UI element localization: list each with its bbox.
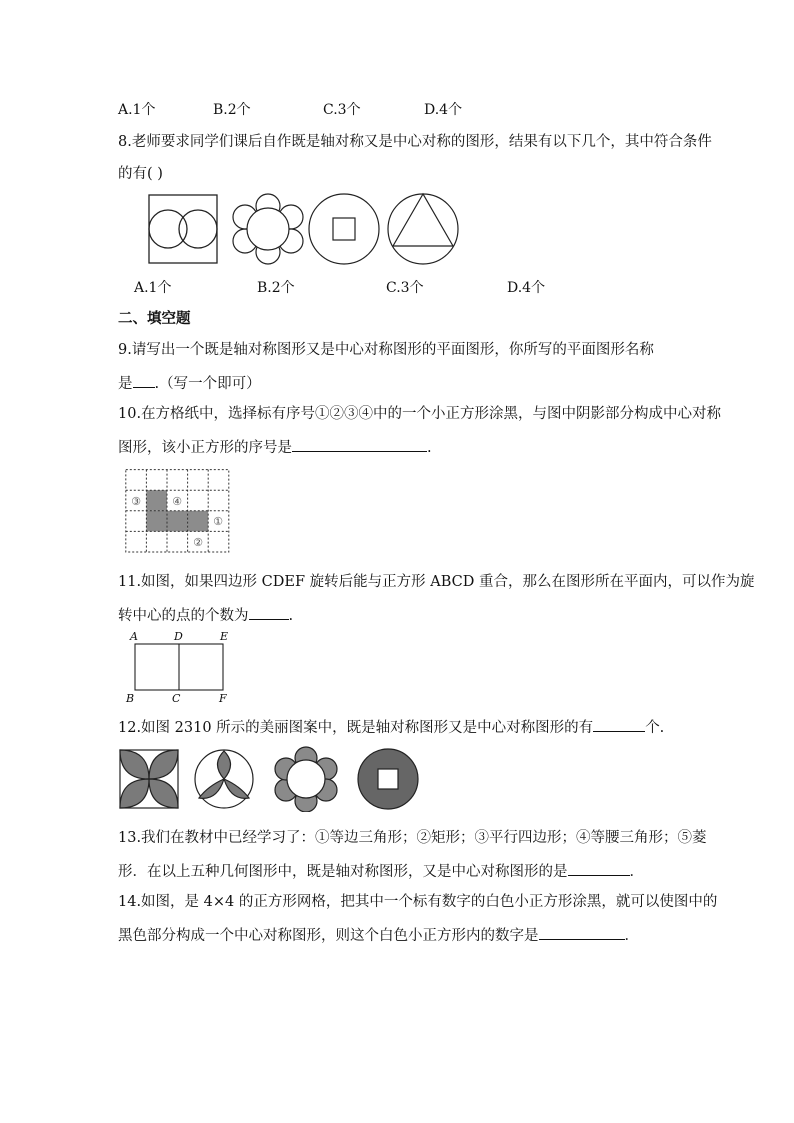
q8-option-d: D.4个 [507,280,546,296]
q9-text-line2 [118,372,261,394]
q11-text-line2 [118,604,293,626]
q14-text-line1: 14.如图，是 4×4 的正方形网格，把其中一个标有数字的白色小正方形涂黑，就可以使图中的 [118,894,718,910]
point-label-d: D [174,630,183,643]
point-label-f: F [219,692,227,705]
q11-text-pre: 转中心的点的个数为 [118,608,249,624]
coin-figure [358,749,418,809]
q14-text-pre: 黑色部分构成一个中心对称图形，则这个白色小正方形内的数字是 [118,928,539,944]
q13-text-line1: 13.我们在教材中已经学习了：①等边三角形；②矩形；③平行四边形；④等腰三角形；⑤菱 [118,830,707,846]
circle-square-figure [309,194,379,264]
q12-text-pre: 12.如图 2310 所示的美丽图案中，既是轴对称图形又是中心对称图形的有 [118,720,594,736]
q8-figures [140,190,470,270]
q12-answer-blank[interactable] [593,716,645,732]
grid-label-3: ③ [131,495,141,508]
q7-option-b: B.2个 [213,102,251,118]
q7-option-a: A.1个 [118,102,156,118]
square-two-circles-figure [149,195,217,263]
section-title: 二、填空题 [118,311,191,327]
flower-figure [233,194,303,264]
grid-label-1: ① [213,515,223,528]
q8-option-c: C.3个 [386,280,424,296]
circle-three-leaf-figure [195,750,253,808]
grid-label-4: ④ [172,495,182,508]
point-label-e: E [220,630,229,643]
point-label-b: B [126,692,135,705]
q14-text-line2 [118,924,639,946]
q8-text-line1: 8.老师要求同学们课后自作既是轴对称又是中心对称的图形，结果有以下几个，其中符合条件 [118,134,712,150]
q8-text-line2: 的有( ) [118,166,163,182]
q12-text-line [118,716,664,738]
q10-text-line2 [118,436,432,458]
q13-answer-blank[interactable] [568,860,630,876]
q9-answer-blank[interactable] [133,372,155,388]
point-label-a: A [130,630,138,643]
q12-figures [115,746,425,812]
q14-answer-blank[interactable] [539,924,625,940]
q11-text-post: . [288,608,294,624]
q10-text-line1: 10.在方格纸中，选择标有序号①②③④中的一个小正方形涂黑，与图中阴影部分构成中心对称 [118,406,722,422]
q12-text-post: 个. [645,720,665,736]
q10-text-pre: 图形，该小正方形的序号是 [118,440,292,456]
q9-text-line1: 9.请写出一个既是轴对称图形又是中心对称图形的平面图形，你所写的平面图形名称 [118,342,654,358]
point-label-c: C [172,692,181,705]
q10-text-post: . [427,440,432,456]
q13-text-post: ． [629,864,644,880]
grid-label-2: ② [193,536,203,549]
q11-answer-blank[interactable] [249,604,289,620]
q11-rectangle-figure [120,626,245,706]
q10-grid-figure [122,466,234,556]
q13-text-line2 [118,860,644,882]
q10-answer-blank[interactable] [292,436,427,452]
q7-option-c: C.3个 [323,102,361,118]
q11-text-line1: 11.如图，如果四边形 CDEF 旋转后能与正方形 ABCD 重合，那么在图形所在平面内，可以作为旋 [118,574,755,590]
q10-grid-lines [126,470,229,552]
q8-option-b: B.2个 [257,280,295,296]
q9-text-post: .（写一个即可） [154,376,261,392]
q13-text-pre: 形．在以上五种几何图形中，既是轴对称图形，又是中心对称图形的是 [118,864,568,880]
q7-option-d: D.4个 [424,102,463,118]
q14-text-post: ． [624,928,639,944]
square-petal-figure [120,750,178,808]
shaded-flower-figure [275,747,337,812]
q9-text-pre: 是 [118,376,133,392]
circle-triangle-figure [388,194,458,264]
q8-option-a: A.1个 [134,280,172,296]
